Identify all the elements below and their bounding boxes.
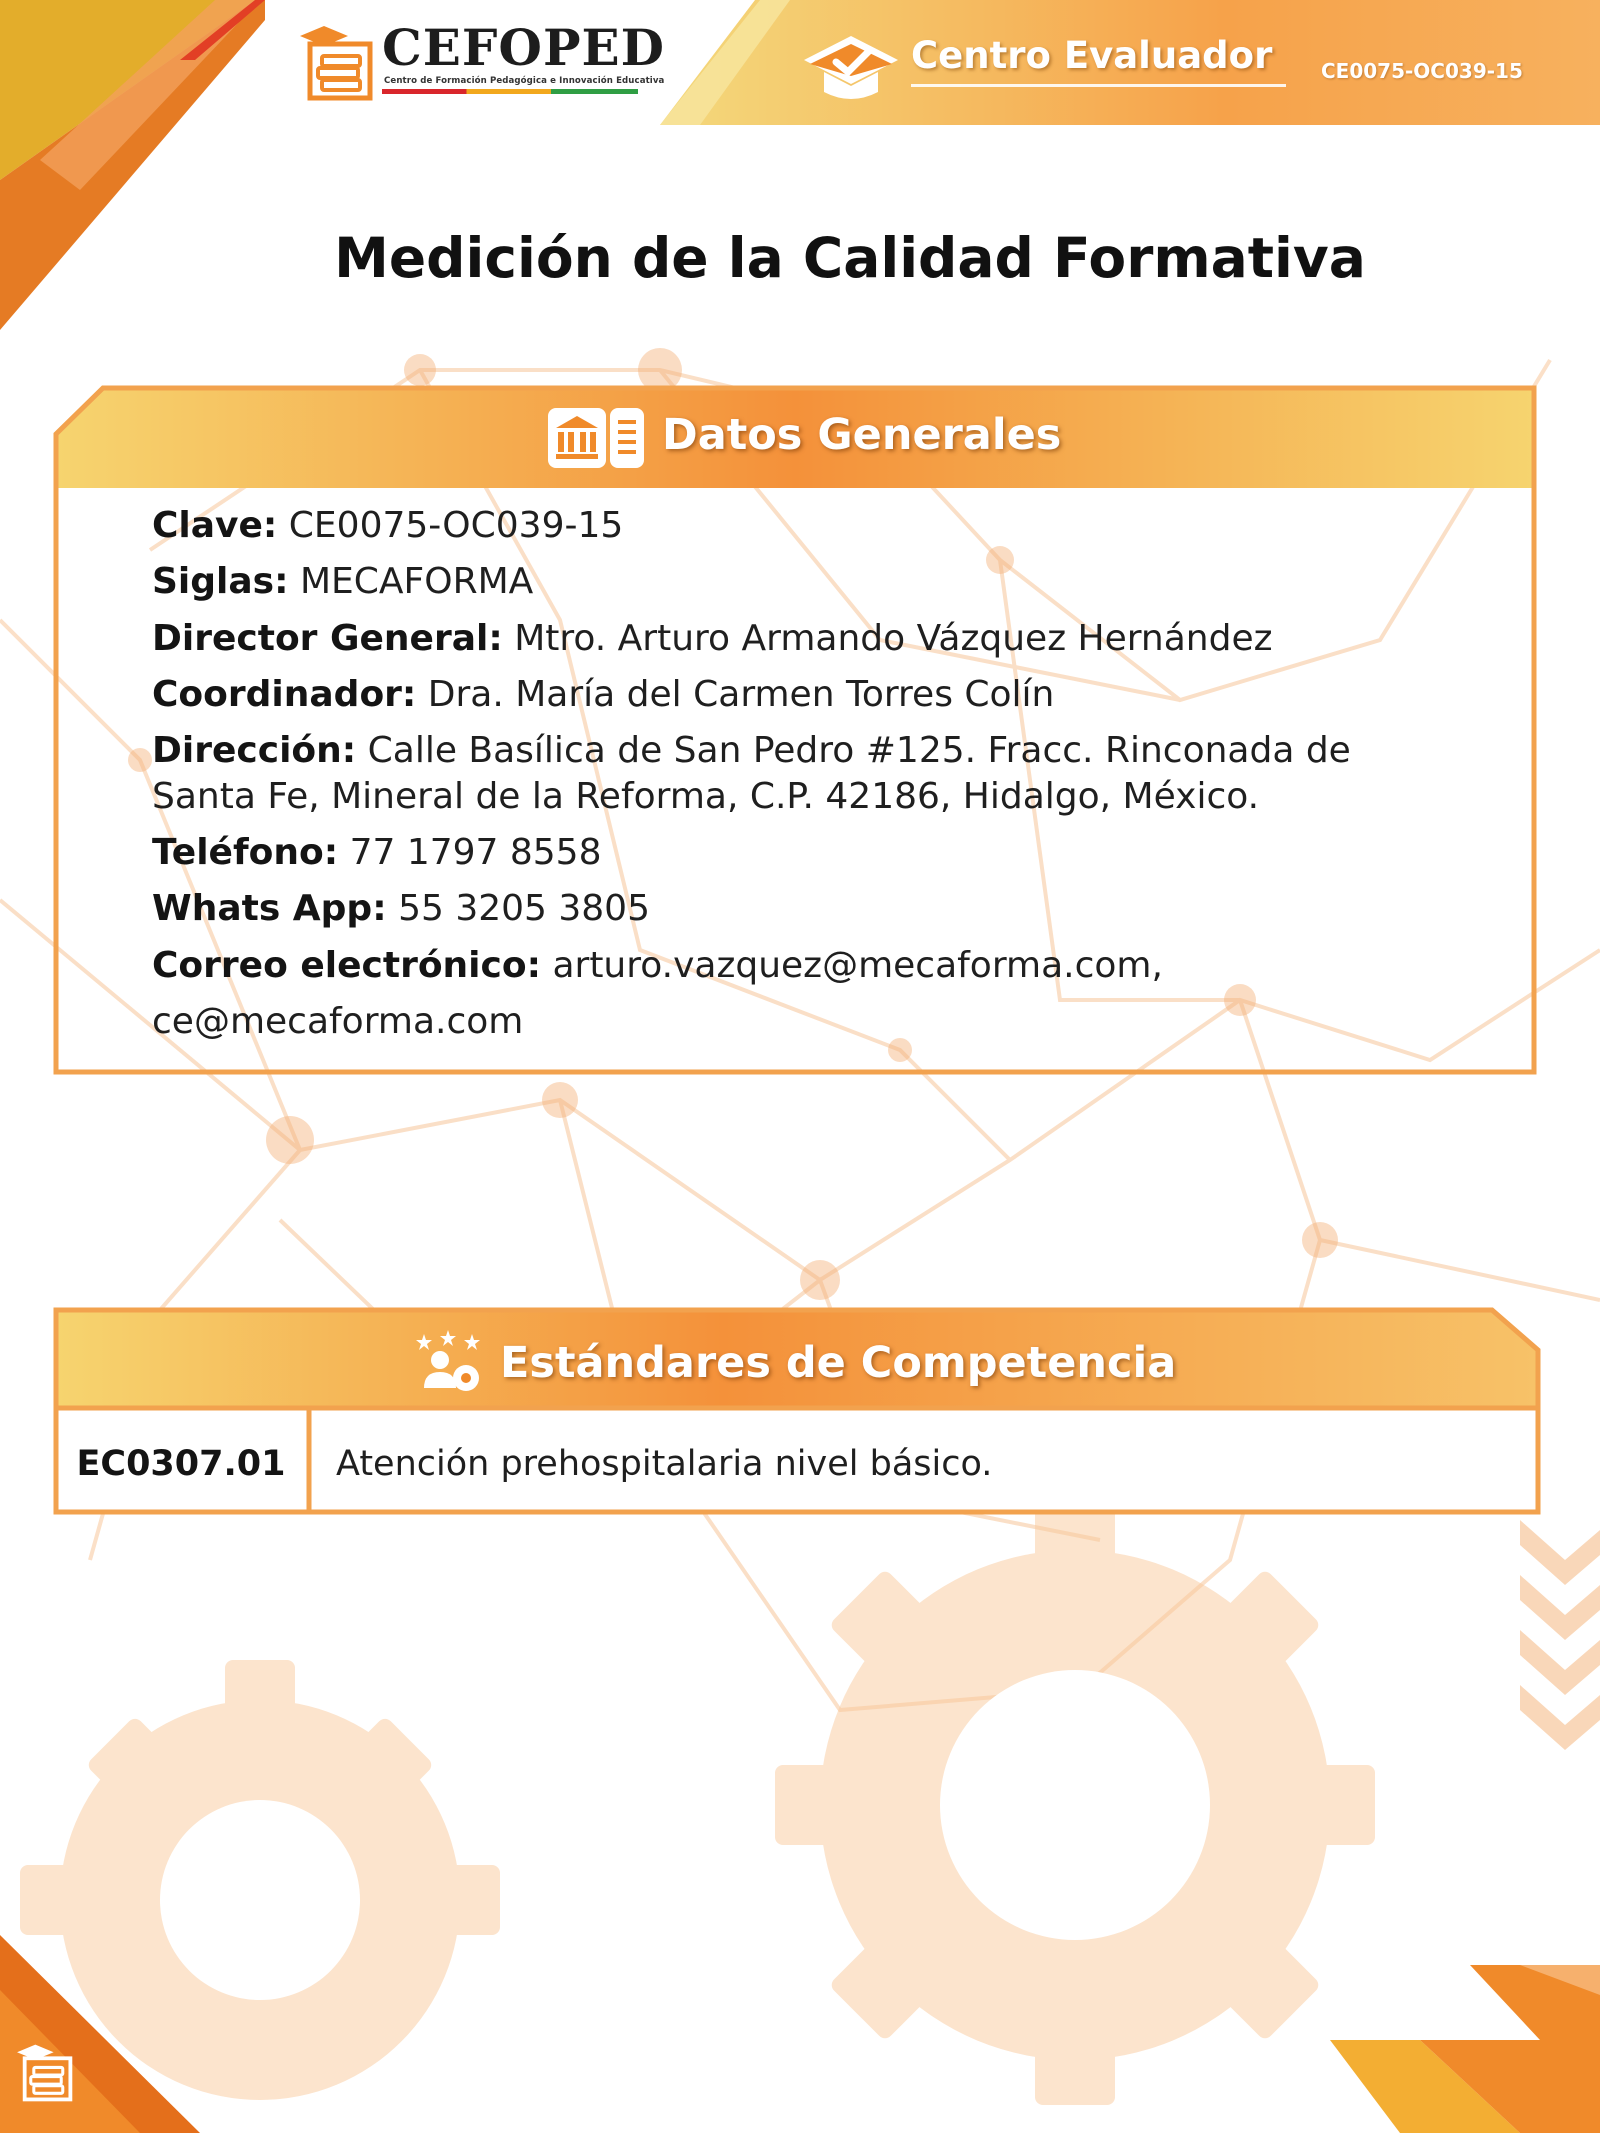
- field-value: MECAFORMA: [299, 561, 534, 602]
- field-value: CE0075-OC039-15: [288, 505, 624, 546]
- field-value: 77 1797 8558: [349, 832, 602, 873]
- standard-code: EC0307.01: [76, 1444, 286, 1484]
- datos-generales-heading: Datos Generales: [662, 410, 1062, 460]
- field-siglas: [152, 559, 1482, 605]
- field-label: Clave:: [152, 505, 278, 546]
- field-label: Director General:: [152, 618, 503, 659]
- field-label: Dirección:: [152, 730, 357, 771]
- field-director-general: [152, 616, 1482, 662]
- field-value: Calle Basílica de San Pedro #125. Fracc. Rinconada de: [367, 730, 1351, 771]
- graduation-cap-check-icon: [796, 18, 906, 108]
- field-label: Siglas:: [152, 561, 289, 602]
- badge-code: CE0075-OC039-15: [1321, 59, 1523, 83]
- field-direccion: [152, 728, 1482, 774]
- field-direccion-line2: [152, 774, 1482, 820]
- field-telefono: [152, 830, 1482, 876]
- cefoped-logo: [296, 18, 666, 102]
- field-label: Correo electrónico:: [152, 945, 541, 986]
- field-value-line2: Santa Fe, Mineral de la Reforma, C.P. 42186, Hidalgo, México.: [152, 776, 1260, 817]
- field-whatsapp: [152, 886, 1482, 932]
- estandares-heading: Estándares de Competencia: [500, 1338, 1177, 1388]
- field-value: arturo.vazquez@mecaforma.com,: [552, 945, 1163, 986]
- field-label: Coordinador:: [152, 674, 417, 715]
- standard-description: Atención prehospitalaria nivel básico.: [336, 1444, 993, 1484]
- books-mortarboard-icon: [296, 22, 380, 102]
- institution-document-icon: [546, 406, 646, 470]
- logo-subtitle: Centro de Formación Pedagógica e Innovación Educativa: [384, 76, 665, 86]
- field-clave: [152, 503, 1482, 549]
- field-value: Mtro. Arturo Armando Vázquez Hernández: [514, 618, 1273, 659]
- field-correo-line2: [152, 999, 1482, 1045]
- field-value: Dra. María del Carmen Torres Colín: [427, 674, 1055, 715]
- logo-color-stripe: [382, 89, 638, 94]
- field-value: 55 3205 3805: [398, 888, 650, 929]
- books-mortarboard-icon: [14, 2040, 78, 2104]
- page-title: Medición de la Calidad Formativa: [334, 226, 1366, 290]
- field-correo: [152, 943, 1482, 989]
- badge-underline: [911, 84, 1286, 87]
- field-label: Whats App:: [152, 888, 387, 929]
- logo-name: CEFOPED: [382, 18, 666, 77]
- field-coordinador: [152, 672, 1482, 718]
- field-value-line2: ce@mecaforma.com: [152, 1001, 524, 1042]
- people-gear-stars-icon: [414, 1330, 484, 1394]
- field-label: Teléfono:: [152, 832, 339, 873]
- badge-title: Centro Evaluador: [911, 34, 1273, 77]
